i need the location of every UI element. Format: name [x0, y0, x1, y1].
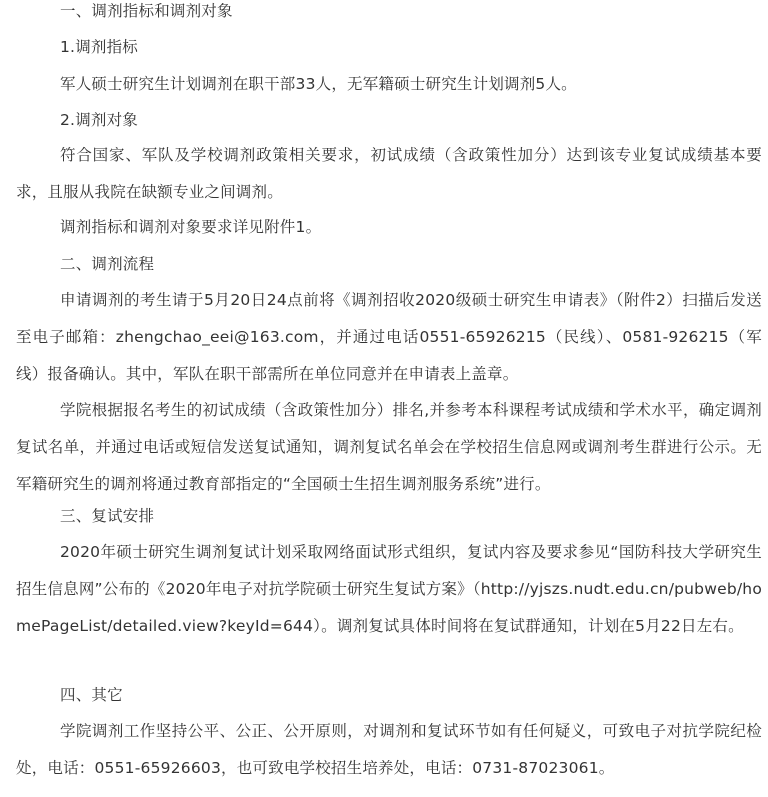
- paragraph-quota: 军人硕士研究生计划调剂在职干部33人，无军籍硕士研究生计划调剂5人。: [60, 75, 577, 93]
- paragraph-interview: 2020年硕士研究生调剂复试计划采取网络面试形式组织，复试内容及要求参见“国防科技大学研究生招生信息网”公布的《2020年电子对抗学院硕士研究生复试方案》（http://yjszs.nudt.edu.cn/pubweb/homePageList/detailed.view?keyId=644）。调剂复试具体时间将在复试群通知，计划在5月22日左右。: [16, 543, 762, 635]
- section-heading-4: 四、其它: [60, 686, 123, 704]
- paragraph-process-2: 学院根据报名考生的初试成绩（含政策性加分）排名,并参考本科课程考试成绩和学术水平，确定调剂复试名单，并通过电话或短信发送复试通知，调剂复试名单会在学校招生信息网或调剂考生群进行公示。无军籍研究生的调剂将通过教育部指定的“全国硕士生招生调剂服务系统”进行。: [16, 401, 762, 493]
- paragraph-target: 符合国家、军队及学校调剂政策相关要求，初试成绩（含政策性加分）达到该专业复试成绩基本要求，且服从我院在缺额专业之间调剂。: [16, 146, 762, 201]
- subheading-target: 2.调剂对象: [60, 111, 138, 129]
- paragraph-other: 学院调剂工作坚持公平、公正、公开原则，对调剂和复试环节如有任何疑义，可致电子对抗学院纪检处，电话：0551-65926603，也可致电学校招生培养处，电话：0731-87023061。: [16, 722, 762, 777]
- paragraph-attachment-note: 调剂指标和调剂对象要求详见附件1。: [60, 218, 322, 236]
- section-heading-3: 三、复试安排: [60, 507, 155, 525]
- section-heading-1: 一、调剂指标和调剂对象: [60, 2, 233, 20]
- subheading-quota: 1.调剂指标: [60, 38, 138, 56]
- section-heading-2: 二、调剂流程: [60, 255, 155, 273]
- paragraph-process-1: 申请调剂的考生请于5月20日24点前将《调剂招收2020级硕士研究生申请表》（附件2）扫描后发送至电子邮箱：zhengchao_eei@163.com，并通过电话0551-65926215（民线）、0581-926215（军线）报备确认。其中，军队在职干部需所在单位同意并在申请表上盖章。: [16, 291, 762, 383]
